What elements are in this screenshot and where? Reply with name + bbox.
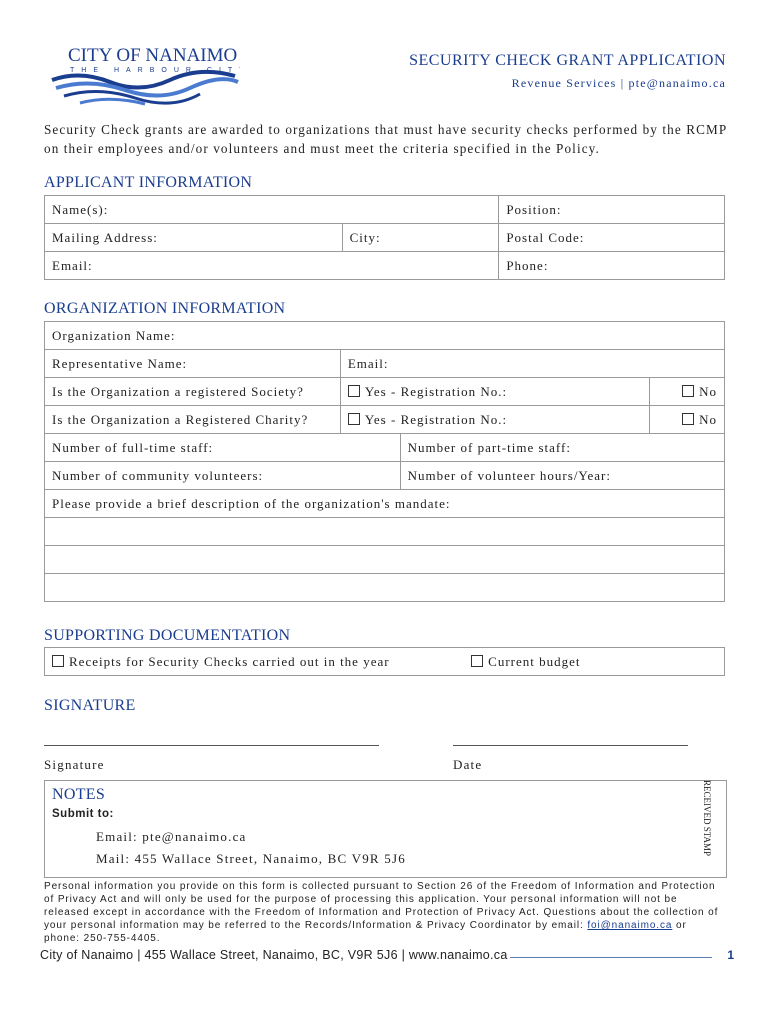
- society-no-option[interactable]: [650, 378, 725, 406]
- logo-name: CITY OF NANAIMO: [68, 45, 238, 66]
- receipts-option[interactable]: [45, 648, 465, 676]
- date-label: Date: [453, 757, 483, 772]
- society-question: Is the Organization a registered Society?: [45, 378, 341, 406]
- names-field[interactable]: Name(s):: [45, 196, 499, 224]
- position-field[interactable]: Position:: [499, 196, 725, 224]
- mandate-label: Please provide a brief description of the organization's mandate:: [45, 490, 725, 518]
- city-field[interactable]: City:: [342, 224, 499, 252]
- logo-tagline: THE HARBOUR CITY: [70, 67, 240, 74]
- privacy-notice: [44, 880, 724, 945]
- footer-address: City of Nanaimo | 455 Wallace Street, Nanaimo, BC, V9R 5J6 | www.nanaimo.ca: [40, 948, 508, 962]
- form-title: SECURITY CHECK GRANT APPLICATION: [409, 52, 726, 69]
- applicant-heading: APPLICANT INFORMATION: [44, 174, 253, 191]
- parttime-staff-field[interactable]: Number of part-time staff:: [400, 434, 724, 462]
- charity-no-option[interactable]: [650, 406, 725, 434]
- page-number: 1: [727, 948, 734, 962]
- date-line[interactable]: [453, 744, 688, 746]
- form-subtitle: Revenue Services | pte@nanaimo.ca: [511, 76, 726, 90]
- volunteer-hours-field[interactable]: Number of volunteer hours/Year:: [400, 462, 724, 490]
- submit-to-label: Submit to:: [52, 808, 114, 820]
- signature-line[interactable]: [44, 744, 379, 746]
- signature-heading: SIGNATURE: [44, 697, 136, 714]
- submit-mail: Mail: 455 Wallace Street, Nanaimo, BC V9R 5J6: [96, 851, 406, 866]
- charity-yes-label: Yes - Registration No.:: [364, 411, 508, 427]
- org-name-field[interactable]: Organization Name:: [45, 322, 725, 350]
- budget-option[interactable]: [464, 648, 724, 676]
- submit-email: Email: pte@nanaimo.ca: [96, 829, 247, 844]
- budget-label: Current budget: [488, 653, 581, 669]
- privacy-phone-text: or phone: 250-755-4405.: [44, 920, 687, 944]
- footer-divider: [510, 957, 712, 958]
- rep-name-field[interactable]: Representative Name:: [45, 350, 341, 378]
- email-field[interactable]: Email:: [45, 252, 499, 280]
- mandate-line[interactable]: [45, 546, 725, 574]
- fulltime-staff-field[interactable]: Number of full-time staff:: [45, 434, 401, 462]
- society-yes-option[interactable]: [340, 378, 649, 406]
- charity-no-label: No: [699, 411, 717, 427]
- city-logo: [50, 40, 240, 110]
- organization-heading: ORGANIZATION INFORMATION: [44, 300, 286, 317]
- intro-text: Security Check grants are awarded to organizations that must have security checks performed by the RCMP on their employees and/or volunteers and must meet the criteria specified in the Policy.: [44, 122, 727, 156]
- checkbox-icon[interactable]: [682, 385, 694, 397]
- received-stamp-label: RECEIVED STAMP: [702, 780, 712, 857]
- society-yes-label: Yes - Registration No.:: [364, 383, 508, 399]
- charity-yes-option[interactable]: [340, 406, 649, 434]
- checkbox-icon[interactable]: [348, 385, 360, 397]
- society-no-label: No: [699, 383, 717, 399]
- checkbox-icon[interactable]: [52, 655, 64, 667]
- applicant-table: [44, 195, 725, 280]
- notes-heading: NOTES: [52, 786, 106, 803]
- org-email-field[interactable]: Email:: [340, 350, 724, 378]
- checkbox-icon[interactable]: [471, 655, 483, 667]
- mandate-line[interactable]: [45, 518, 725, 546]
- privacy-email-link[interactable]: foi@nanaimo.ca: [587, 920, 673, 931]
- mailing-address-field[interactable]: Mailing Address:: [45, 224, 343, 252]
- postal-code-field[interactable]: Postal Code:: [499, 224, 725, 252]
- organization-table: [44, 321, 725, 602]
- checkbox-icon[interactable]: [348, 413, 360, 425]
- privacy-text: Personal information you provide on this form is collected pursuant to Section 26 of the Freedom of Information and Protection of Privacy Act and will only be used for the purpose of processing this application. Your personal information will not be released except in accordance with the Freedom of Information and Protection of Privacy Act. Questions about the collection of your personal information may be referred to the Records/Information & Privacy Coordinator by email:: [44, 881, 719, 931]
- charity-question: Is the Organization a Registered Charity?: [45, 406, 341, 434]
- checkbox-icon[interactable]: [682, 413, 694, 425]
- mandate-line[interactable]: [45, 574, 725, 602]
- receipts-label: Receipts for Security Checks carried out in the year: [69, 653, 390, 669]
- phone-field[interactable]: Phone:: [499, 252, 725, 280]
- volunteers-field[interactable]: Number of community volunteers:: [45, 462, 401, 490]
- supporting-table: [44, 647, 725, 676]
- signature-label: Signature: [44, 757, 105, 772]
- supporting-heading: SUPPORTING DOCUMENTATION: [44, 627, 291, 644]
